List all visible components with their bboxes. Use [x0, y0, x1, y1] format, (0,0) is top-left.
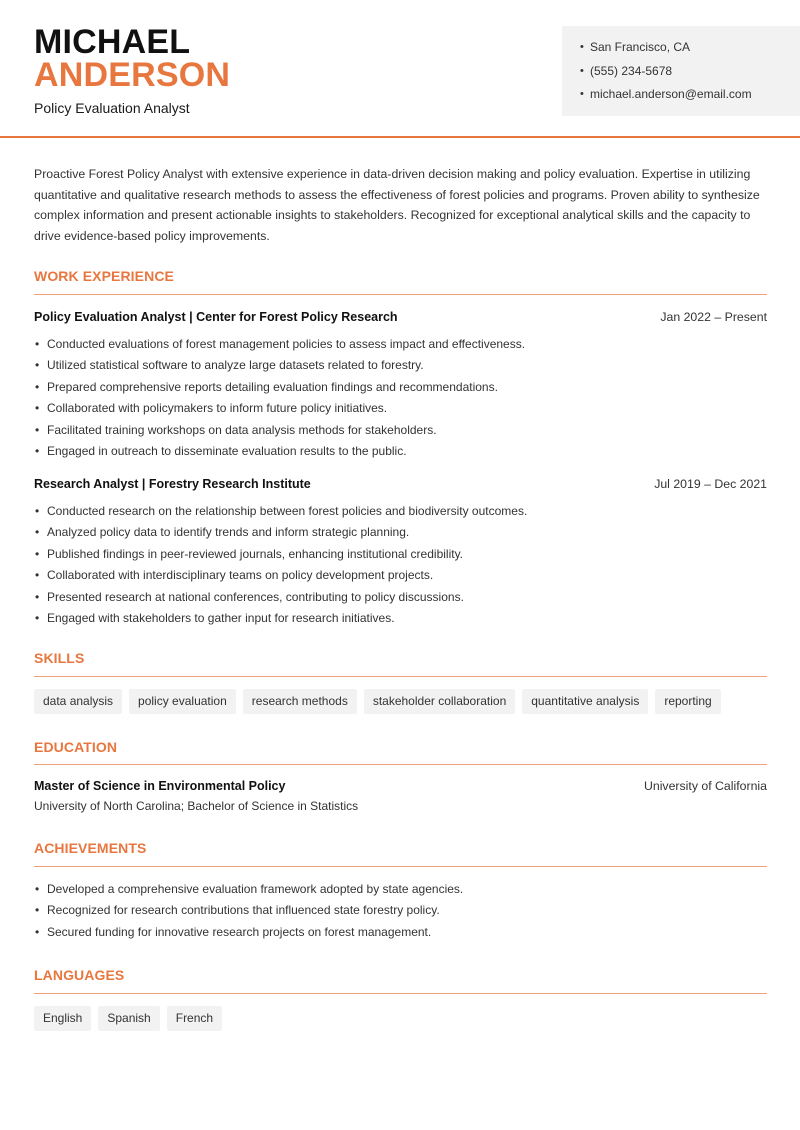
skill-chip: data analysis: [34, 689, 122, 714]
language-chip: French: [167, 1006, 222, 1031]
list-item: • Collaborated with interdisciplinary teams on policy development projects.: [34, 567, 767, 588]
list-item: • Secured funding for innovative research projects on forest management.: [34, 924, 767, 945]
work-experience-heading: WORK EXPERIENCE: [34, 268, 174, 284]
phone-text: (555) 234-5678: [590, 63, 673, 78]
list-item: • Analyzed policy data to identify trends and inform strategic planning.: [34, 524, 767, 545]
location-text: San Francisco, CA: [590, 40, 691, 54]
job-dates: Jul 2019 – Dec 2021: [654, 477, 767, 491]
list-item: • Facilitated training workshops on data analysis methods for stakeholders.: [34, 422, 767, 443]
degree: Master of Science in Environmental Policy: [34, 779, 286, 793]
section-divider: [34, 764, 767, 765]
list-item: • Engaged in outreach to disseminate evaluation results to the public.: [34, 443, 767, 464]
contact-phone: [580, 63, 800, 87]
skill-chip: policy evaluation: [129, 689, 236, 714]
job-role: Policy Evaluation Analyst | Center for Forest Policy Research: [34, 310, 398, 324]
section-divider: [34, 993, 767, 994]
last-name: ANDERSON: [34, 56, 231, 94]
language-chip: Spanish: [98, 1006, 159, 1031]
job-header: [34, 310, 767, 324]
bullet-icon: •: [580, 88, 584, 100]
achievements-heading: ACHIEVEMENTS: [34, 840, 147, 856]
resume-header: [0, 0, 800, 138]
email-text[interactable]: michael.anderson@email.com: [590, 87, 752, 101]
achievements-list: [34, 881, 767, 945]
list-item: • Conducted research on the relationship between forest policies and biodiversity outcomes.: [34, 503, 767, 524]
skill-chip: quantitative analysis: [522, 689, 648, 714]
job-header: [34, 477, 767, 491]
summary-paragraph: Proactive Forest Policy Analyst with extensive experience in data-driven decision making and policy evaluation. Expertise in utilizing quantitative and qualitative research methods to assess the effectiveness of forest policies and programs. Proven ability to synthesize complex information and present actionable insights to stakeholders. Recognized for exceptional analytical skills and the capacity to drive evidence-based policy improvements.: [34, 167, 760, 243]
list-item: • Collaborated with policymakers to inform future policy initiatives.: [34, 400, 767, 421]
bullet-icon: •: [580, 64, 584, 77]
education-heading: EDUCATION: [34, 739, 118, 755]
section-divider: [34, 294, 767, 295]
list-item: • Prepared comprehensive reports detailing evaluation findings and recommendations.: [34, 379, 767, 400]
job-title: Policy Evaluation Analyst: [34, 100, 190, 116]
list-item: • Conducted evaluations of forest management policies to assess impact and effectiveness.: [34, 336, 767, 357]
contact-box: [562, 26, 800, 116]
education-details: University of North Carolina; Bachelor of Science in Statistics: [34, 799, 359, 813]
first-name: MICHAEL: [34, 23, 191, 61]
skills-chips: [34, 689, 721, 714]
list-item: • Engaged with stakeholders to gather input for research initiatives.: [34, 610, 767, 631]
job-dates: Jan 2022 – Present: [660, 310, 767, 324]
contact-email: [580, 86, 800, 110]
section-divider: [34, 866, 767, 867]
contact-location: [580, 39, 800, 63]
list-item: • Presented research at national conferences, contributing to policy discussions.: [34, 589, 767, 610]
skills-heading: SKILLS: [34, 650, 85, 666]
school: University of California: [643, 779, 767, 793]
list-item: • Published findings in peer-reviewed journals, enhancing institutional credibility.: [34, 546, 767, 567]
language-chip: English: [34, 1006, 91, 1031]
section-divider: [34, 676, 767, 677]
languages-chips: [34, 1006, 222, 1031]
skill-chip: research methods: [243, 689, 357, 714]
list-item: • Developed a comprehensive evaluation framework adopted by state agencies.: [34, 881, 767, 902]
job-role: Research Analyst | Forestry Research Institute: [34, 477, 311, 491]
job-bullets: [34, 336, 767, 464]
job-bullets: [34, 503, 767, 631]
skill-chip: stakeholder collaboration: [364, 689, 515, 714]
bullet-icon: •: [580, 41, 584, 53]
list-item: • Utilized statistical software to analyze large datasets related to forestry.: [34, 357, 767, 378]
education-header: [34, 779, 767, 793]
languages-heading: LANGUAGES: [34, 967, 125, 983]
skill-chip: reporting: [655, 689, 720, 714]
list-item: • Recognized for research contributions that influenced state forestry policy.: [34, 902, 767, 923]
